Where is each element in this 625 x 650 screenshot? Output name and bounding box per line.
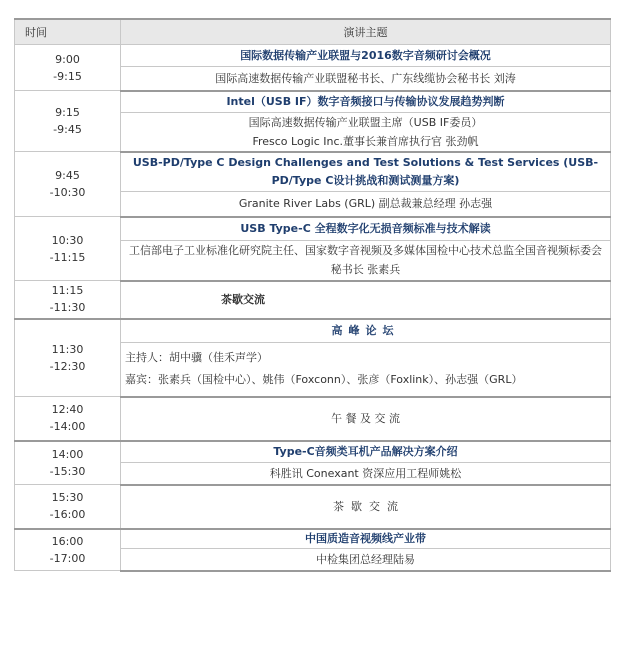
time-cell (15, 217, 121, 281)
time-end: -11:30 (49, 301, 86, 315)
session-speaker: 国际高速数据传输产业联盟主席（USB IF委员） (121, 113, 611, 132)
session-title: 午 餐 及 交 流 (121, 397, 611, 441)
table-row (15, 485, 611, 529)
time-cell (15, 441, 121, 485)
table-row (15, 91, 611, 113)
time-start: 9:45 (55, 169, 80, 182)
time-end: -14:00 (49, 420, 86, 434)
time-start: 9:15 (55, 106, 80, 119)
time-end: -15:30 (49, 464, 86, 478)
time-cell (15, 91, 121, 152)
table-row (15, 529, 611, 549)
session-speaker: 科胜讯 Conexant 资深应用工程师姚松 (121, 463, 611, 485)
time-cell (15, 529, 121, 571)
time-start: 16:00 (51, 534, 84, 548)
time-end: -12:30 (49, 359, 86, 373)
session-speaker: 工信部电子工业标准化研究院主任、国家数字音视频及多媒体国检中心技术总监全国音视频标委会秘书长 张素兵 (121, 241, 611, 281)
table-row (15, 441, 611, 463)
table-row (15, 281, 611, 319)
table-row (15, 397, 611, 441)
session-speaker: Granite River Labs (GRL) 副总裁兼总经理 孙志强 (121, 192, 611, 217)
forum-participants (121, 343, 611, 397)
time-start: 10:30 (51, 233, 84, 247)
session-title: Intel（USB IF）数字音频接口与传输协议发展趋势判断 (121, 91, 611, 113)
time-end: -9:45 (53, 123, 82, 136)
time-cell (15, 485, 121, 529)
time-end: -16:00 (49, 508, 86, 522)
time-start: 11:15 (51, 284, 84, 298)
session-title: USB-PD/Type C Design Challenges and Test Solutions & Test Services (USB-PD/Type C设计挑战和测试测量方案) (121, 152, 611, 192)
time-start: 11:30 (51, 342, 84, 356)
time-end: -11:15 (49, 250, 86, 264)
time-cell (15, 281, 121, 319)
forum-guests: 嘉宾：张素兵（国检中心）、姚伟（Foxconn）、张彦（Foxlink）、孙志强（GRL） (125, 373, 523, 387)
time-start: 12:40 (51, 403, 84, 417)
time-cell (15, 45, 121, 91)
forum-host: 主持人：胡中骥（佳禾声学） (125, 351, 268, 365)
session-title: 中国质造音视频线产业带 (121, 529, 611, 549)
time-end: -9:15 (53, 69, 82, 83)
header-topic: 演讲主题 (121, 19, 611, 45)
table-row (15, 45, 611, 67)
time-end: -17:00 (49, 551, 86, 565)
time-start: 9:00 (55, 52, 80, 66)
session-speaker: 中检集团总经理陆易 (121, 549, 611, 571)
time-cell (15, 319, 121, 397)
table-row (15, 152, 611, 192)
time-end: -10:30 (49, 186, 86, 199)
session-title: 国际数据传输产业联盟与2016数字音频研讨会概况 (121, 45, 611, 67)
table-row (15, 319, 611, 343)
session-title: 高峰论坛 (121, 319, 611, 343)
session-title: 茶歇交流 (121, 281, 611, 319)
session-title: 茶 歇 交 流 (121, 485, 611, 529)
time-cell (15, 152, 121, 217)
time-start: 14:00 (51, 447, 84, 461)
agenda-table-wrapper (14, 18, 610, 572)
header-time: 时间 (15, 19, 121, 45)
session-title: Type-C音频类耳机产品解决方案介绍 (121, 441, 611, 463)
time-start: 15:30 (51, 491, 84, 505)
session-title: USB Type-C 全程数字化无损音频标准与技术解读 (121, 217, 611, 241)
session-speaker: 国际高速数据传输产业联盟秘书长、广东线缆协会秘书长 刘涛 (121, 67, 611, 91)
table-header-row (15, 19, 611, 45)
table-row (15, 217, 611, 241)
agenda-table (14, 18, 611, 572)
time-cell (15, 397, 121, 441)
session-speaker: Fresco Logic Inc.董事长兼首席执行官 张劲帆 (121, 132, 611, 152)
